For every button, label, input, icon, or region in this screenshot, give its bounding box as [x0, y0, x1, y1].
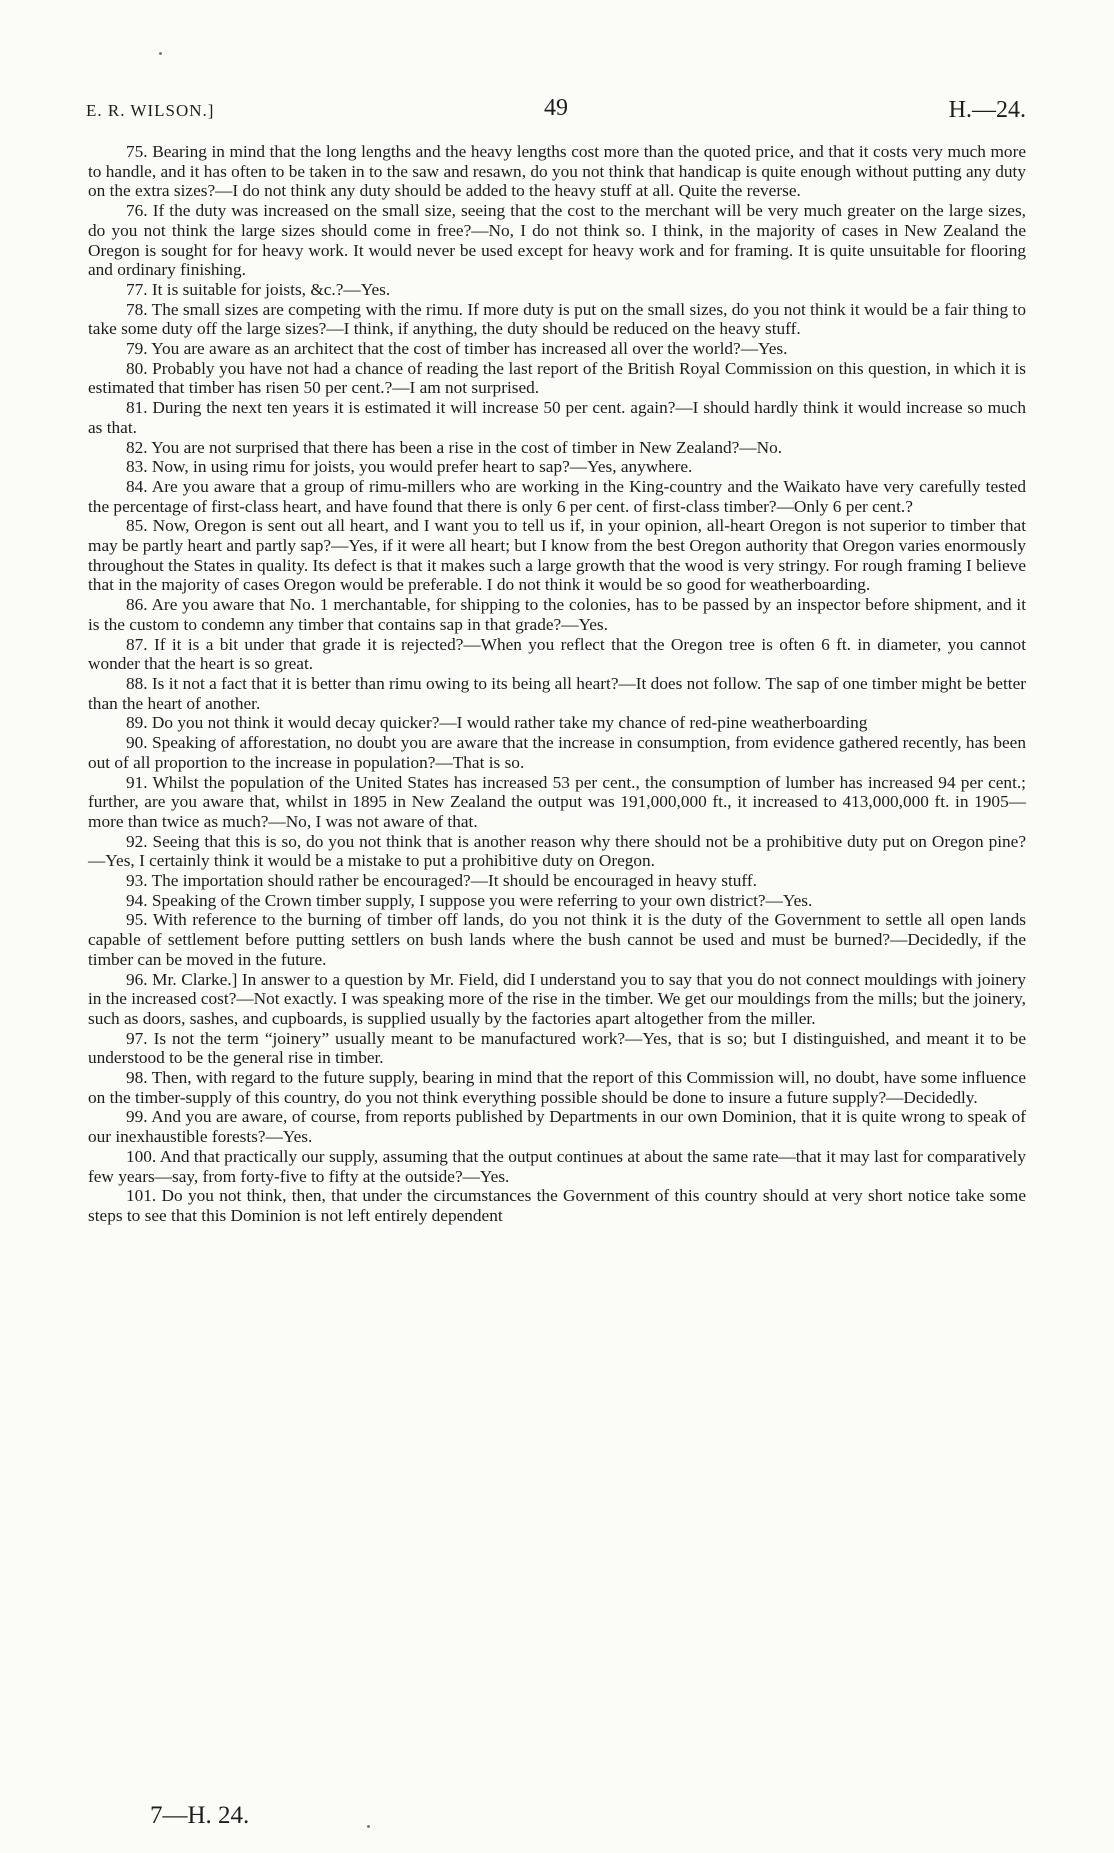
paragraph-87: 87. If it is a bit under that grade it is rejected?—When you reflect that the Oregon tree is often 6 ft. in diameter, you cannot wonder that the heart is so great.: [88, 634, 1026, 674]
paragraph-98: 98. Then, with regard to the future supply, bearing in mind that the report of this Commission will, no doubt, have some influence on the timber-supply of this country, do you not think everything possible should be done to insure a future supply?—Decidedly.: [88, 1068, 1026, 1107]
paragraph-89: 89. Do you not think it would decay quicker?—I would rather take my chance of red-pine weatherboarding: [126, 713, 868, 733]
header-witness-name: E. R. WILSON.]: [86, 101, 215, 120]
paragraph-85: 85. Now, Oregon is sent out all heart, and I want you to tell us if, in your opinion, all-heart Oregon is not superior to timber that may be partly heart and partly sap?—Yes, if it were all heart; but I know from the best Oregon authority that Oregon varies enormously throughout the States in quality. Its defect is that it makes such a large growth that the wood is very stringy. For rough framing I believe that in the majority of cases Oregon would be preferable. I do not think it would be so good for weatherboarding.: [88, 516, 1026, 595]
paragraph-93: 93. The importation should rather be encouraged?—It should be encouraged in heavy stuff.: [126, 871, 757, 891]
page-header: [86, 95, 1026, 131]
paragraph-96: 96. Mr. Clarke.] In answer to a question by Mr. Field, did I understand you to say that you do not connect mouldings with joinery in the increased cost?—Not exactly. I was speaking more of the rise in the timber. We get our mouldings from the mills; but the joinery, such as doors, sashes, and cupboards, is supplied usually by the factories apart altogether from the miller.: [88, 969, 1026, 1028]
paragraph-94: 94. Speaking of the Crown timber supply, I suppose you were referring to your own district?—Yes.: [126, 890, 813, 910]
paragraph-80: 80. Probably you have not had a chance of reading the last report of the British Royal Commission on this question, in which it is estimated that timber has risen 50 per cent.?—I am not surprised.: [88, 358, 1026, 398]
paragraph-84: 84. Are you aware that a group of rimu-millers who are working in the King-country and the Waikato have very carefully tested the percentage of first-class heart, and have found that there is only 6 per cent. of first-class timber?—Only 6 per cent.?: [88, 476, 1026, 516]
paragraph-99: 99. And you are aware, of course, from reports published by Departments in our own Dominion, that it is quite wrong to speak of our inexhaustible forests?—Yes.: [88, 1107, 1026, 1147]
paragraph-79: 79. You are aware as an architect that the cost of timber has increased all over the world?—Yes.: [126, 339, 788, 359]
paragraph-100: 100. And that practically our supply, assuming that the output continues at about the same rate—that it may last for comparatively few years—say, from forty-five to fifty at the outside?—Yes.: [88, 1146, 1026, 1186]
scan-speck: [367, 1825, 370, 1828]
scan-speck: [159, 52, 162, 55]
paragraph-82: 82. You are not surprised that there has been a rise in the cost of timber in New Zealand?—No.: [126, 437, 783, 457]
paragraph-97: 97. Is not the term “joinery” usually meant to be manufactured work?—Yes, that is so; but I distinguished, and meant it to be understood to be the general rise in timber.: [88, 1028, 1026, 1068]
paragraph-92: 92. Seeing that this is so, do you not think that is another reason why there should not be a prohibitive duty put on Oregon pine?—Yes, I certainly think it would be a mistake to put a prohibitive duty on Oregon.: [88, 831, 1026, 871]
paragraph-76: 76. If the duty was increased on the small size, seeing that the cost to the merchant will be very much greater on the large sizes, do you not think the large sizes should come in free?—No, I do not think so. I think, in the majority of cases in New Zealand the Oregon is sought for for heavy work. It would never be used except for heavy work and for framing. It is quite unsuitable for flooring and ordinary finishing.: [88, 201, 1026, 280]
paragraph-95: 95. With reference to the burning of timber off lands, do you not think it is the duty of the Government to settle all open lands capable of settlement before putting settlers on bush lands where the bush cannot be used and must be burned?—Decidedly, if the timber can be moved in the future.: [88, 910, 1026, 969]
paragraph-81: 81. During the next ten years it is estimated it will increase 50 per cent. again?—I should hardly think it would increase so much as that.: [88, 398, 1026, 437]
paragraph-88: 88. Is it not a fact that it is better than rimu owing to its being all heart?—It does not follow. The sap of one timber might be better than the heart of another.: [88, 673, 1026, 713]
paragraph-86: 86. Are you aware that No. 1 merchantable, for shipping to the colonies, has to be passed by an inspector before shipment, and it is the custom to condemn any timber that contains sap in that grade?—Yes.: [88, 595, 1026, 634]
document-body: [88, 142, 1026, 1226]
paragraph-78: 78. The small sizes are competing with the rimu. If more duty is put on the small sizes, do you not think it would be a fair thing to take some duty off the large sizes?—I think, if anything, the duty should be reduced on the heavy stuff.: [88, 299, 1026, 339]
paragraph-83: 83. Now, in using rimu for joists, you would prefer heart to sap?—Yes, anywhere.: [126, 457, 693, 477]
paragraph-90: 90. Speaking of afforestation, no doubt you are aware that the increase in consumption, from evidence gathered recently, has been out of all proportion to the increase in population?—That is so.: [88, 733, 1026, 772]
paragraph-91: 91. Whilst the population of the United States has increased 53 per cent., the consumption of lumber has increased 94 per cent.; further, are you aware that, whilst in 1895 in New Zealand the output was 191,000,000 ft., it increased to 413,000,000 ft. in 1905—more than twice as much?—No, I was not aware of that.: [88, 772, 1026, 831]
page-number: 49: [544, 95, 568, 121]
signature-mark: 7—H. 24.: [150, 1802, 250, 1829]
header-paper-reference: H.—24.: [948, 97, 1026, 123]
paragraph-101: 101. Do you not think, then, that under the circumstances the Government of this country should at very short notice take some steps to see that this Dominion is not left entirely dependent: [88, 1186, 1026, 1225]
paragraph-77: 77. It is suitable for joists, &c.?—Yes.: [126, 279, 391, 299]
paragraph-75: 75. Bearing in mind that the long lengths and the heavy lengths cost more than the quoted price, and that it costs very much more to handle, and it has often to be taken in to the saw and resawn, do you not think that handicap is quite enough without putting any duty on the extra sizes?—I do not think any duty should be added to the heavy stuff at all. Quite the reverse.: [88, 142, 1026, 201]
